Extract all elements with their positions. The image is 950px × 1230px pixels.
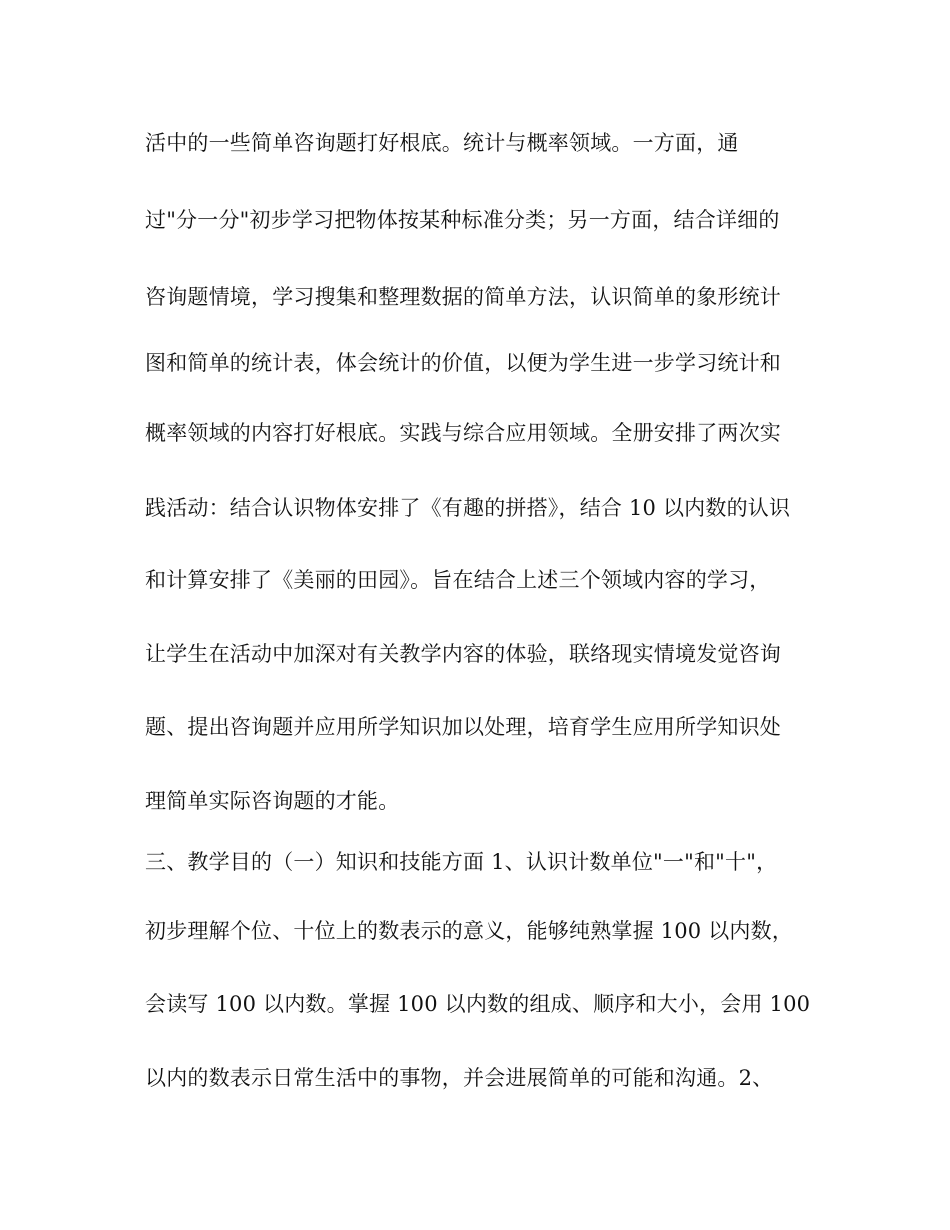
text-line: 咨询题情境，学习搜集和整理数据的简单方法，认识简单的象形统计 — [145, 285, 781, 309]
text-line: 让学生在活动中加深对有关教学内容的体验，联络现实情境发觉咨询 — [145, 642, 781, 666]
text-line: 图和简单的统计表，体会统计的价值，以便为学生进一步学习统计和 — [145, 351, 781, 375]
text-line: 题、提出咨询题并应用所学知识加以处理，培育学生应用所学知识处 — [145, 715, 781, 739]
text-line: 会读写 100 以内数。掌握 100 以内数的组成、顺序和大小，会用 100 — [145, 992, 811, 1016]
text-line: 概率领域的内容打好根底。实践与综合应用领域。全册安排了两次实 — [145, 421, 781, 445]
text-line: 活中的一些简单咨询题打好根底。统计与概率领域。一方面，通 — [145, 131, 739, 155]
text-line: 践活动：结合认识物体安排了《有趣的拼搭》，结合 10 以内数的认识 — [145, 496, 791, 520]
text-line: 初步理解个位、十位上的数表示的意义，能够纯熟掌握 100 以内数， — [145, 919, 794, 943]
text-line: 以内的数表示日常生活中的事物，并会进展简单的可能和沟通。2、 — [145, 1066, 774, 1090]
text-line: 和计算安排了《美丽的田园》。旨在结合上述三个领域内容的学习， — [145, 568, 771, 592]
text-line: 三、教学目的（一）知识和技能方面 1、认识计数单位"一"和"十"， — [145, 850, 778, 874]
text-line: 理简单实际咨询题的才能。 — [145, 789, 400, 813]
text-line: 过"分一分"初步学习把物体按某种标准分类；另一方面，结合详细的 — [145, 208, 780, 232]
